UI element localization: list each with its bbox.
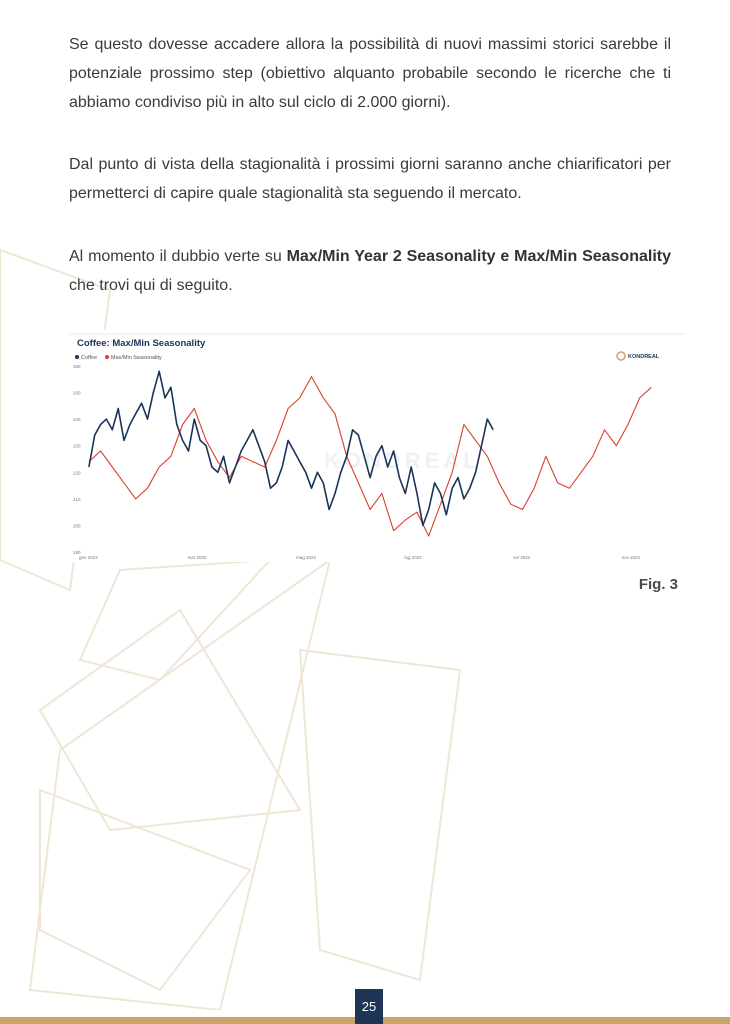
legend-seasonality-label: Max/Min Seasonality	[111, 355, 162, 361]
y-tick-label: 200	[73, 523, 81, 529]
y-tick-label: 250	[73, 390, 81, 396]
x-tick-label: set 2022	[513, 555, 531, 560]
x-tick-label: gen 2022	[79, 555, 98, 560]
x-tick-label: mag 2022	[296, 555, 317, 560]
paragraph-3-bold: Max/Min Year 2 Seasonality e Max/Min Seasonality	[286, 248, 671, 265]
page-number: 25	[355, 989, 383, 1024]
chart-svg	[69, 330, 685, 562]
y-tick-label: 260	[73, 364, 81, 369]
chart-title: Coffee: Max/Min Seasonality	[77, 338, 206, 349]
body-paragraph-3	[69, 242, 671, 300]
chart-background	[69, 330, 685, 562]
legend-coffee-label: Coffee	[81, 355, 98, 361]
seasonality-chart	[69, 330, 685, 562]
y-tick-label: 240	[73, 417, 81, 423]
legend-coffee-marker	[75, 355, 79, 359]
logo-text: KONDREAL	[628, 354, 660, 360]
legend-seasonality-marker	[105, 355, 109, 359]
figure-caption: Fig. 3	[638, 576, 678, 593]
y-tick-label: 190	[73, 550, 81, 555]
x-tick-label: mar 2022	[187, 555, 207, 560]
y-tick-label: 220	[73, 470, 81, 476]
x-tick-label: nov 2022	[621, 555, 641, 560]
x-tick-label: lug 2022	[404, 555, 422, 560]
paragraph-3-intro: Al momento il dubbio verte su	[69, 248, 287, 265]
y-tick-label: 230	[73, 443, 81, 449]
body-paragraph-2: Dal punto di vista della stagionalità i prossimi giorni saranno anche chiarificatori per permetterci di capire quale stagionalità sta seguendo il mercato.	[69, 156, 671, 202]
paragraph-3-end: che trovi qui di seguito.	[69, 277, 233, 294]
y-tick-label: 210	[73, 496, 81, 502]
chart-watermark-text: KONDREAL	[324, 448, 481, 473]
body-paragraph-1: Se questo dovesse accadere allora la possibilità di nuovi massimi storici sarebbe il potenziale prossimo step (obiettivo alquanto probabile secondo le ricerche che ti abbiamo condiviso più in alto sul ciclo di 2.000 giorni).	[69, 36, 671, 111]
